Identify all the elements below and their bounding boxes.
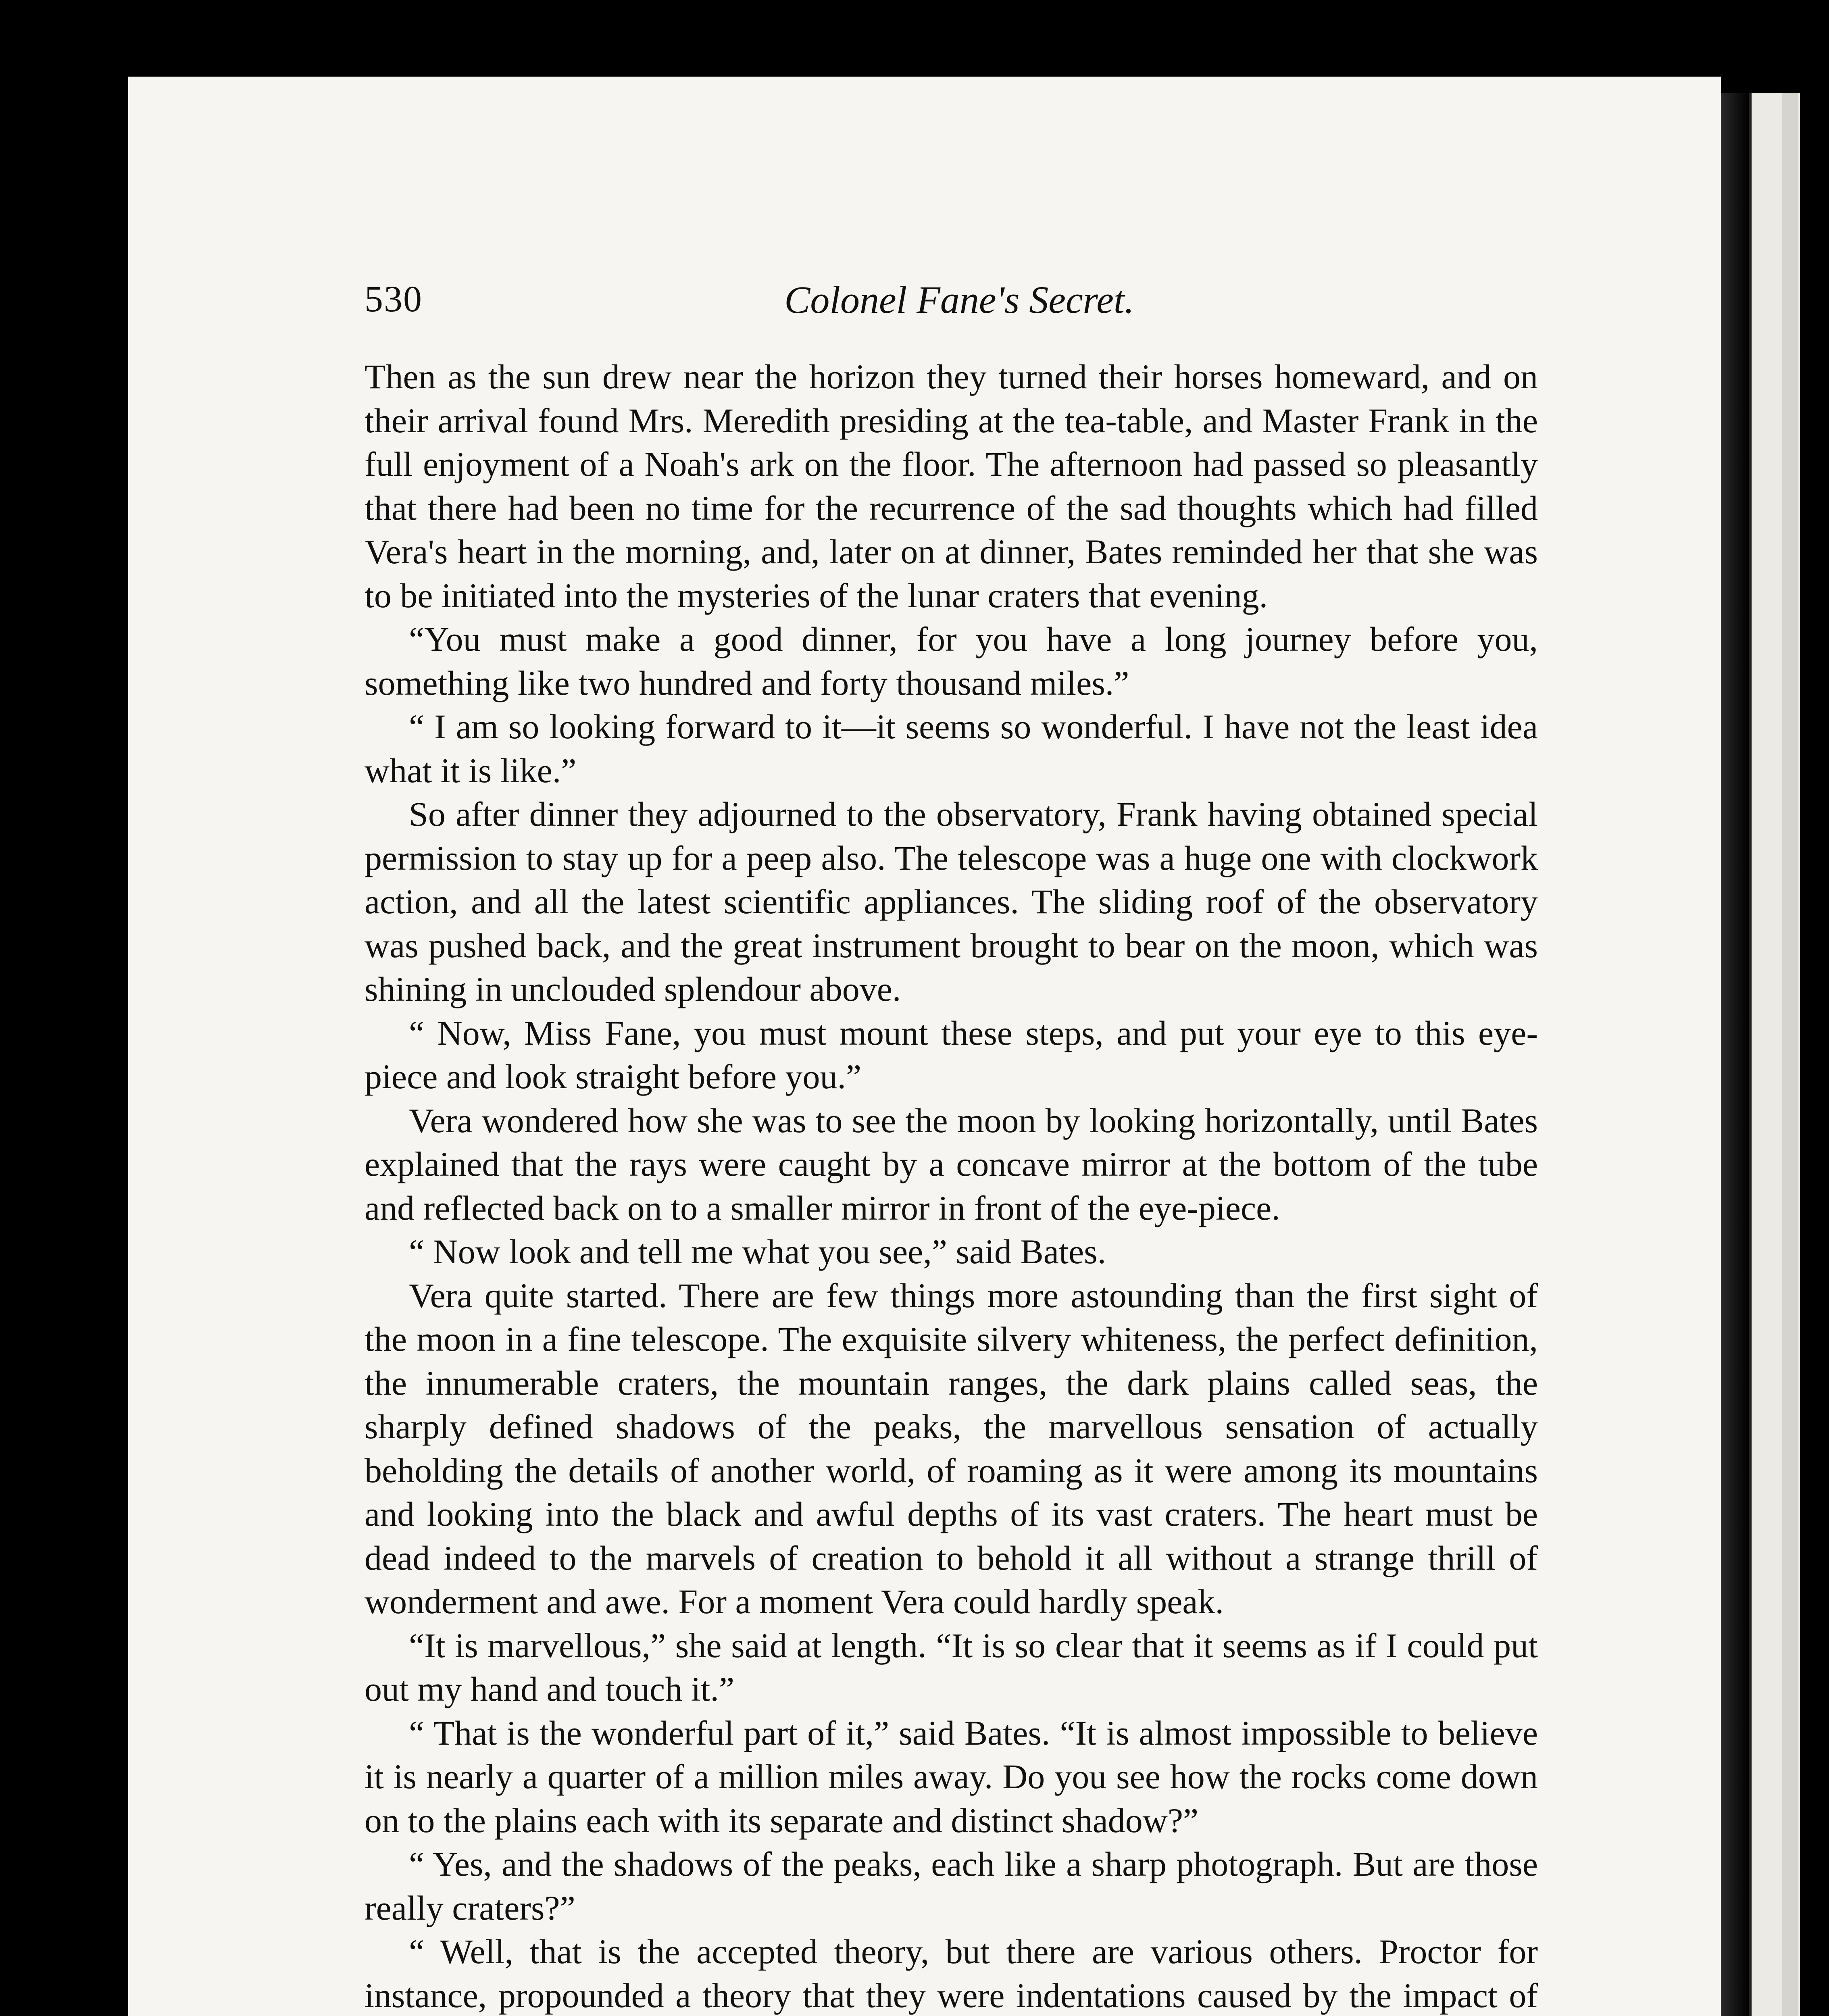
page-number: 530 bbox=[365, 278, 423, 319]
facing-page-shadow bbox=[1782, 93, 1798, 2016]
paragraph: “ Yes, and the shadows of the peaks, each like a sharp photograph. But are those really craters?” bbox=[365, 1845, 1538, 1927]
page-header bbox=[365, 277, 1554, 326]
paragraph: So after dinner they adjourned to the observatory, Frank having obtained special permission to stay up for a peep also. The telescope was a huge one with clockwork action, and all the latest scientific appliances. The sliding roof of the observatory was pushed back, and the great instrument brought to bear on the moon, which was shining in unclouded splendour above. bbox=[365, 795, 1538, 1008]
paragraph: “You must make a good dinner, for you have a long journey before you, something like two hundred and forty thousand miles.” bbox=[365, 620, 1538, 702]
page-edge-shadow bbox=[1721, 93, 1749, 2016]
paragraph: “ That is the wonderful part of it,” said Bates. “It is almost impossible to believe it is nearly a quarter of a million miles away. Do you see how the rocks come down on to the plains each with its separate and distinct shadow?” bbox=[365, 1713, 1538, 1840]
paragraph: “ Now look and tell me what you see,” said Bates. bbox=[409, 1232, 1106, 1271]
paragraph: “It is marvellous,” she said at length. “It is so clear that it seems as if I could put out my hand and touch it.” bbox=[365, 1626, 1538, 1708]
paragraph: “ I am so looking forward to it—it seems so wonderful. I have not the least idea what it is like.” bbox=[365, 707, 1538, 790]
paragraph: “ Well, that is the accepted theory, but there are various others. Proctor for instance, propounded a theory that they were indentations caused by the impact of bbox=[365, 1932, 1538, 2015]
running-title: Colonel Fane's Secret. bbox=[784, 278, 1134, 321]
paragraph: Vera wondered how she was to see the moon by looking horizontally, until Bates explained that the rays were caught by a concave mirror at the bottom of the tube and reflected back on to a smaller mirror in front of the eye-piece. bbox=[365, 1101, 1538, 1227]
paragraph: Then as the sun drew near the horizon they turned their horses homeward, and on their arrival found Mrs. Meredith presiding at the tea-table, and Master Frank in the full enjoyment of a Noah's ark on the floor. The afternoon had passed so pleasantly that there had been no time for the recurrence of the sad thoughts which had filled Vera's heart in the morning, and, later on at dinner, Bates reminded her that she was to be initiated into the mysteries of the lunar craters that evening. bbox=[365, 357, 1538, 615]
body-text bbox=[365, 355, 1538, 2016]
paragraph: “ Now, Miss Fane, you must mount these steps, and put your eye to this eye-piece and look straight before you.” bbox=[365, 1013, 1538, 1096]
paragraph: Vera quite started. There are few things more astounding than the first sight of the moon in a fine telescope. The exquisite silvery whiteness, the perfect definition, the innumerable craters, the mountain ranges, the dark plains called seas, the sharply defined shadows of the peaks, the marvellous sensation of actually beholding the details of another world, of roaming as it were among its mountains and looking into the black and awful depths of its vast craters. The heart must be dead indeed to the marvels of creation to behold it all without a strange thrill of wonderment and awe. For a moment Vera could hardly speak. bbox=[365, 1276, 1538, 1621]
